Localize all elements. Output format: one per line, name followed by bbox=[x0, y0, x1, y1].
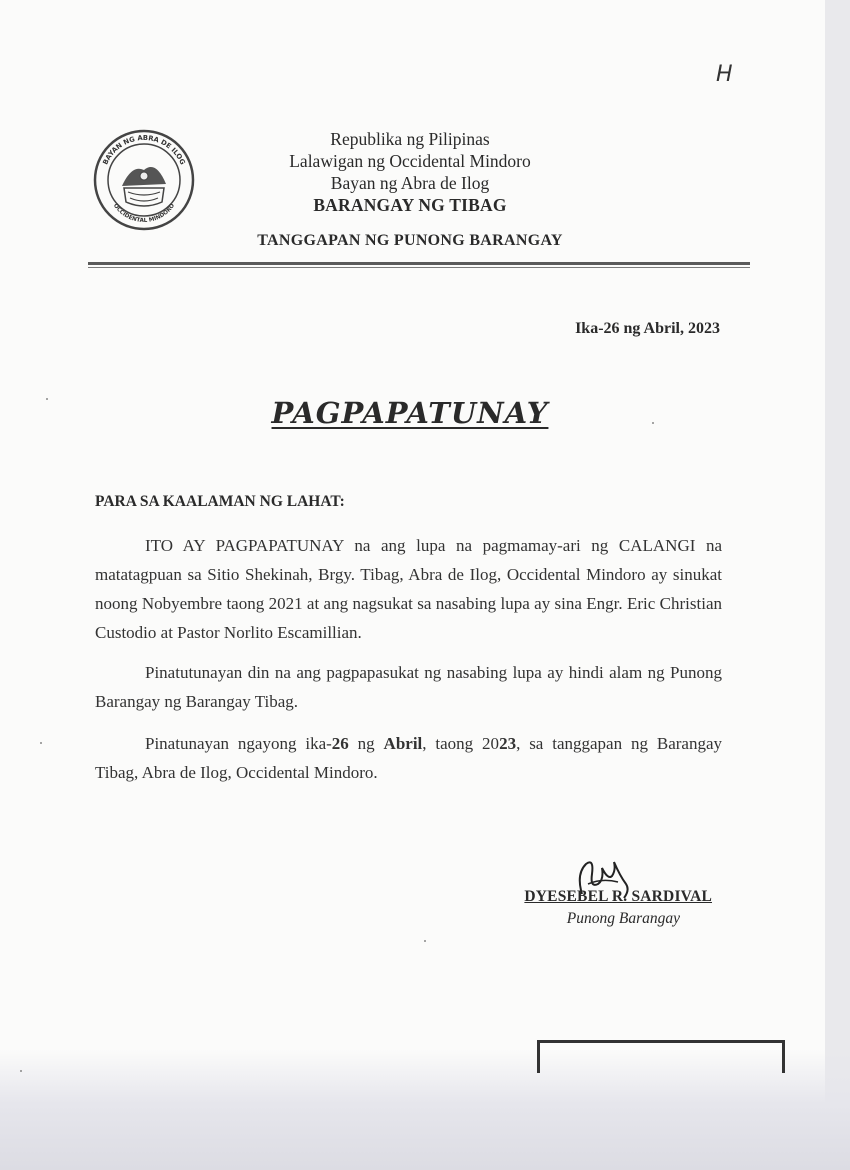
p3-year-end: 23 bbox=[499, 734, 517, 753]
seal-lower-text: OCCIDENTAL MINDORO bbox=[111, 202, 177, 225]
municipal-seal-icon bbox=[92, 128, 196, 232]
scan-speck bbox=[40, 742, 42, 744]
letterhead-barangay: BARANGAY NG TIBAG bbox=[313, 195, 507, 215]
letterhead-line-2: Lalawigan ng Occidental Mindoro bbox=[289, 151, 531, 171]
letterhead bbox=[230, 128, 590, 216]
body-paragraph-3 bbox=[95, 729, 722, 787]
body-paragraph-2: Pinatutunayan din na ang pagpapasukat ng nasabing lupa ay hindi alam ng Punong Barangay ng Barangay Tibag. bbox=[95, 663, 722, 711]
stamp-box-outline bbox=[537, 1040, 785, 1073]
signature-block bbox=[490, 850, 730, 940]
scan-speck bbox=[20, 1070, 22, 1072]
signatory-name: DYESEBEL R. SARDIVAL bbox=[524, 888, 712, 905]
header-divider bbox=[88, 262, 750, 265]
scan-speck bbox=[424, 940, 426, 942]
document-date: Ika-26 ng Abril, 2023 bbox=[575, 320, 720, 337]
scan-speck bbox=[46, 398, 48, 400]
p3-text-a: Pinatunayan ngayong ika- bbox=[145, 734, 332, 753]
p3-text-d: , sa tanggapan ng Barangay Tibag, Abra de Ilog, Occidental Mindoro. bbox=[95, 734, 722, 782]
handwritten-mark: H bbox=[716, 62, 733, 87]
p3-month: Abril bbox=[383, 734, 423, 753]
p3-day: 26 bbox=[331, 734, 349, 753]
office-name: TANGGAPAN NG PUNONG BARANGAY bbox=[257, 232, 563, 249]
scan-margin bbox=[825, 0, 850, 1170]
p3-text-c: , taong 20 bbox=[422, 734, 500, 753]
scan-speck bbox=[652, 422, 654, 424]
seal-text: BAYAN NG ABRA DE ILOG bbox=[101, 133, 187, 167]
letterhead-line-3: Bayan ng Abra de Ilog bbox=[330, 173, 490, 193]
svg-text:BAYAN NG ABRA DE ILOG bbox=[101, 134, 186, 167]
salutation: PARA SA KAALAMAN NG LAHAT: bbox=[95, 493, 345, 510]
header-divider-thin bbox=[88, 267, 750, 268]
document-title: PAGPAPATUNAY bbox=[271, 396, 549, 430]
letterhead-line-1: Republika ng Pilipinas bbox=[330, 129, 490, 149]
signatory-position: Punong Barangay bbox=[566, 910, 680, 927]
body-paragraph-1: ITO AY PAGPAPATUNAY na ang lupa na pagmamay-ari ng CALANGI na matatagpuan sa Sitio Shekinah, Brgy. Tibag, Abra de Ilog, Occidental Mindoro ay sinukat noong Nobyembre taong 2021 at ang nagsukat sa nasabing lupa ay sina Engr. Eric Christian Custodio at Pastor Norlito Escamillian. bbox=[95, 536, 722, 642]
p3-text-b: ng bbox=[348, 734, 384, 753]
